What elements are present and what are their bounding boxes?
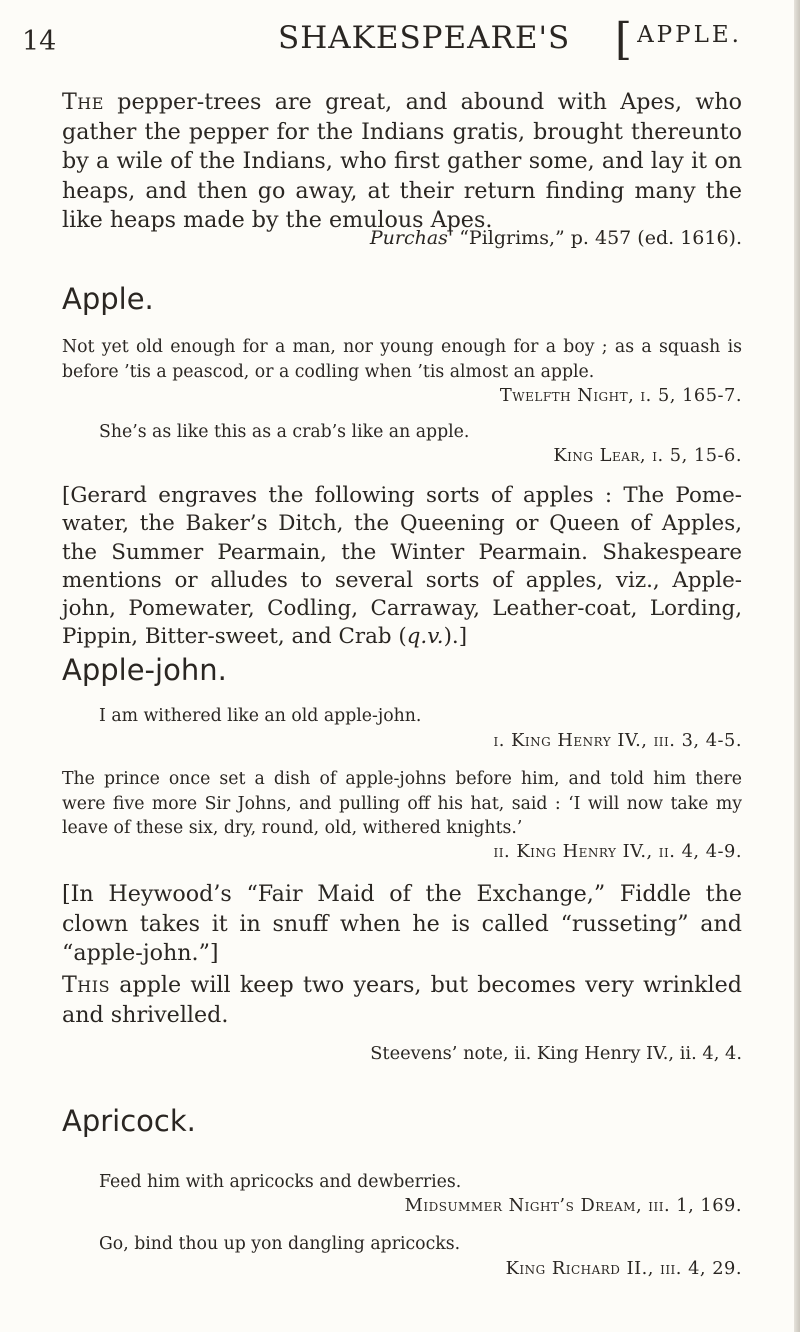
applejohn-cite-3: Steevens’ note, ii. King Henry IV., ii. 4, 4. (370, 1043, 742, 1064)
applejohn-comment-lead: This (62, 972, 111, 998)
apricock-cite-1: Midsummer Night’s Dream, iii. 1, 169. (404, 1195, 742, 1216)
apple-note-end: ).] (443, 624, 468, 650)
heading-apple-john: Apple-john. (62, 653, 227, 687)
intro-paragraph (62, 88, 742, 236)
applejohn-cite-1: i. King Henry IV., iii. 3, 4-5. (493, 730, 742, 751)
applejohn-note: [In Heywood’s “Fair Maid of the Exchange,” Fiddle the clown takes it in snuff when he is called “russeting” and “apple-john.”] (62, 881, 742, 966)
apricock-quote-1: Feed him with apricocks and dewberries. (99, 1172, 462, 1192)
apple-cite-1: Twelfth Night, i. 5, 165-7. (499, 385, 742, 406)
apricock-cite-2: King Richard II., iii. 4, 29. (505, 1258, 742, 1279)
heading-apricock: Apricock. (62, 1104, 196, 1138)
intro-cite-rest: “Pilgrims,” p. 457 (ed. 1616). (453, 227, 742, 249)
apple-quote-2: She’s as like this as a crab’s like an apple. (99, 422, 470, 442)
section-bracket: [ (614, 14, 636, 65)
applejohn-comment-text: apple will keep two years, but becomes very wrinkled and shrivelled. (62, 972, 742, 1028)
applejohn-cite-2: ii. King Henry IV., ii. 4, 4-9. (493, 841, 742, 862)
page-number: 14 (22, 26, 57, 57)
section-label: APPLE. (637, 22, 742, 48)
apple-cite-2: King Lear, i. 5, 15-6. (553, 445, 742, 466)
intro-cite-author: Purchas' (369, 227, 454, 249)
section-marker (614, 14, 742, 65)
intro-citation (370, 226, 742, 250)
intro-lead: The (62, 89, 104, 115)
apricock-quote-2: Go, bind thou up yon dangling apricocks. (99, 1234, 461, 1254)
apple-note-ref: q.v. (406, 624, 444, 650)
running-title: SHAKESPEARE'S (278, 20, 571, 56)
applejohn-quote-2: The prince once set a dish of apple-johns before him, and told him there were five more Sir Johns, and pulling off his hat, said : ‘I will now take my leave of these six, dry, round, old, withered knights.’ (62, 769, 742, 838)
intro-text: pepper-trees are great, and abound with Apes, who gather the pepper for the Indians gratis, brought thereunto by a wile of the Indians, who first gather some, and lay it on heaps, and then go away, at their return finding many the like heaps made by the emulous Apes. (62, 89, 742, 233)
applejohn-comment (62, 971, 742, 1030)
running-header (22, 14, 742, 65)
apple-quote-1: Not yet old enough for a man, nor young enough for a boy ; as a squash is before ’tis a peascod, or a codling when ’tis almost an apple. (62, 337, 742, 382)
page-edge (794, 0, 800, 1332)
apple-note-text: [Gerard engraves the following sorts of apples : The Pome-water, the Baker’s Ditch, the Queening or Queen of Apples, the Summer Pearmain, the Winter Pearmain. Shakespeare mentions or alludes to several sorts of apples, viz., Apple-john, Pomewater, Codling, Carraway, Leather-coat, Lording, Pippin, Bitter-sweet, and Crab ( (62, 483, 742, 650)
apple-note (62, 482, 742, 652)
applejohn-quote-1: I am withered like an old apple-john. (99, 706, 422, 726)
heading-apple: Apple. (62, 282, 154, 316)
